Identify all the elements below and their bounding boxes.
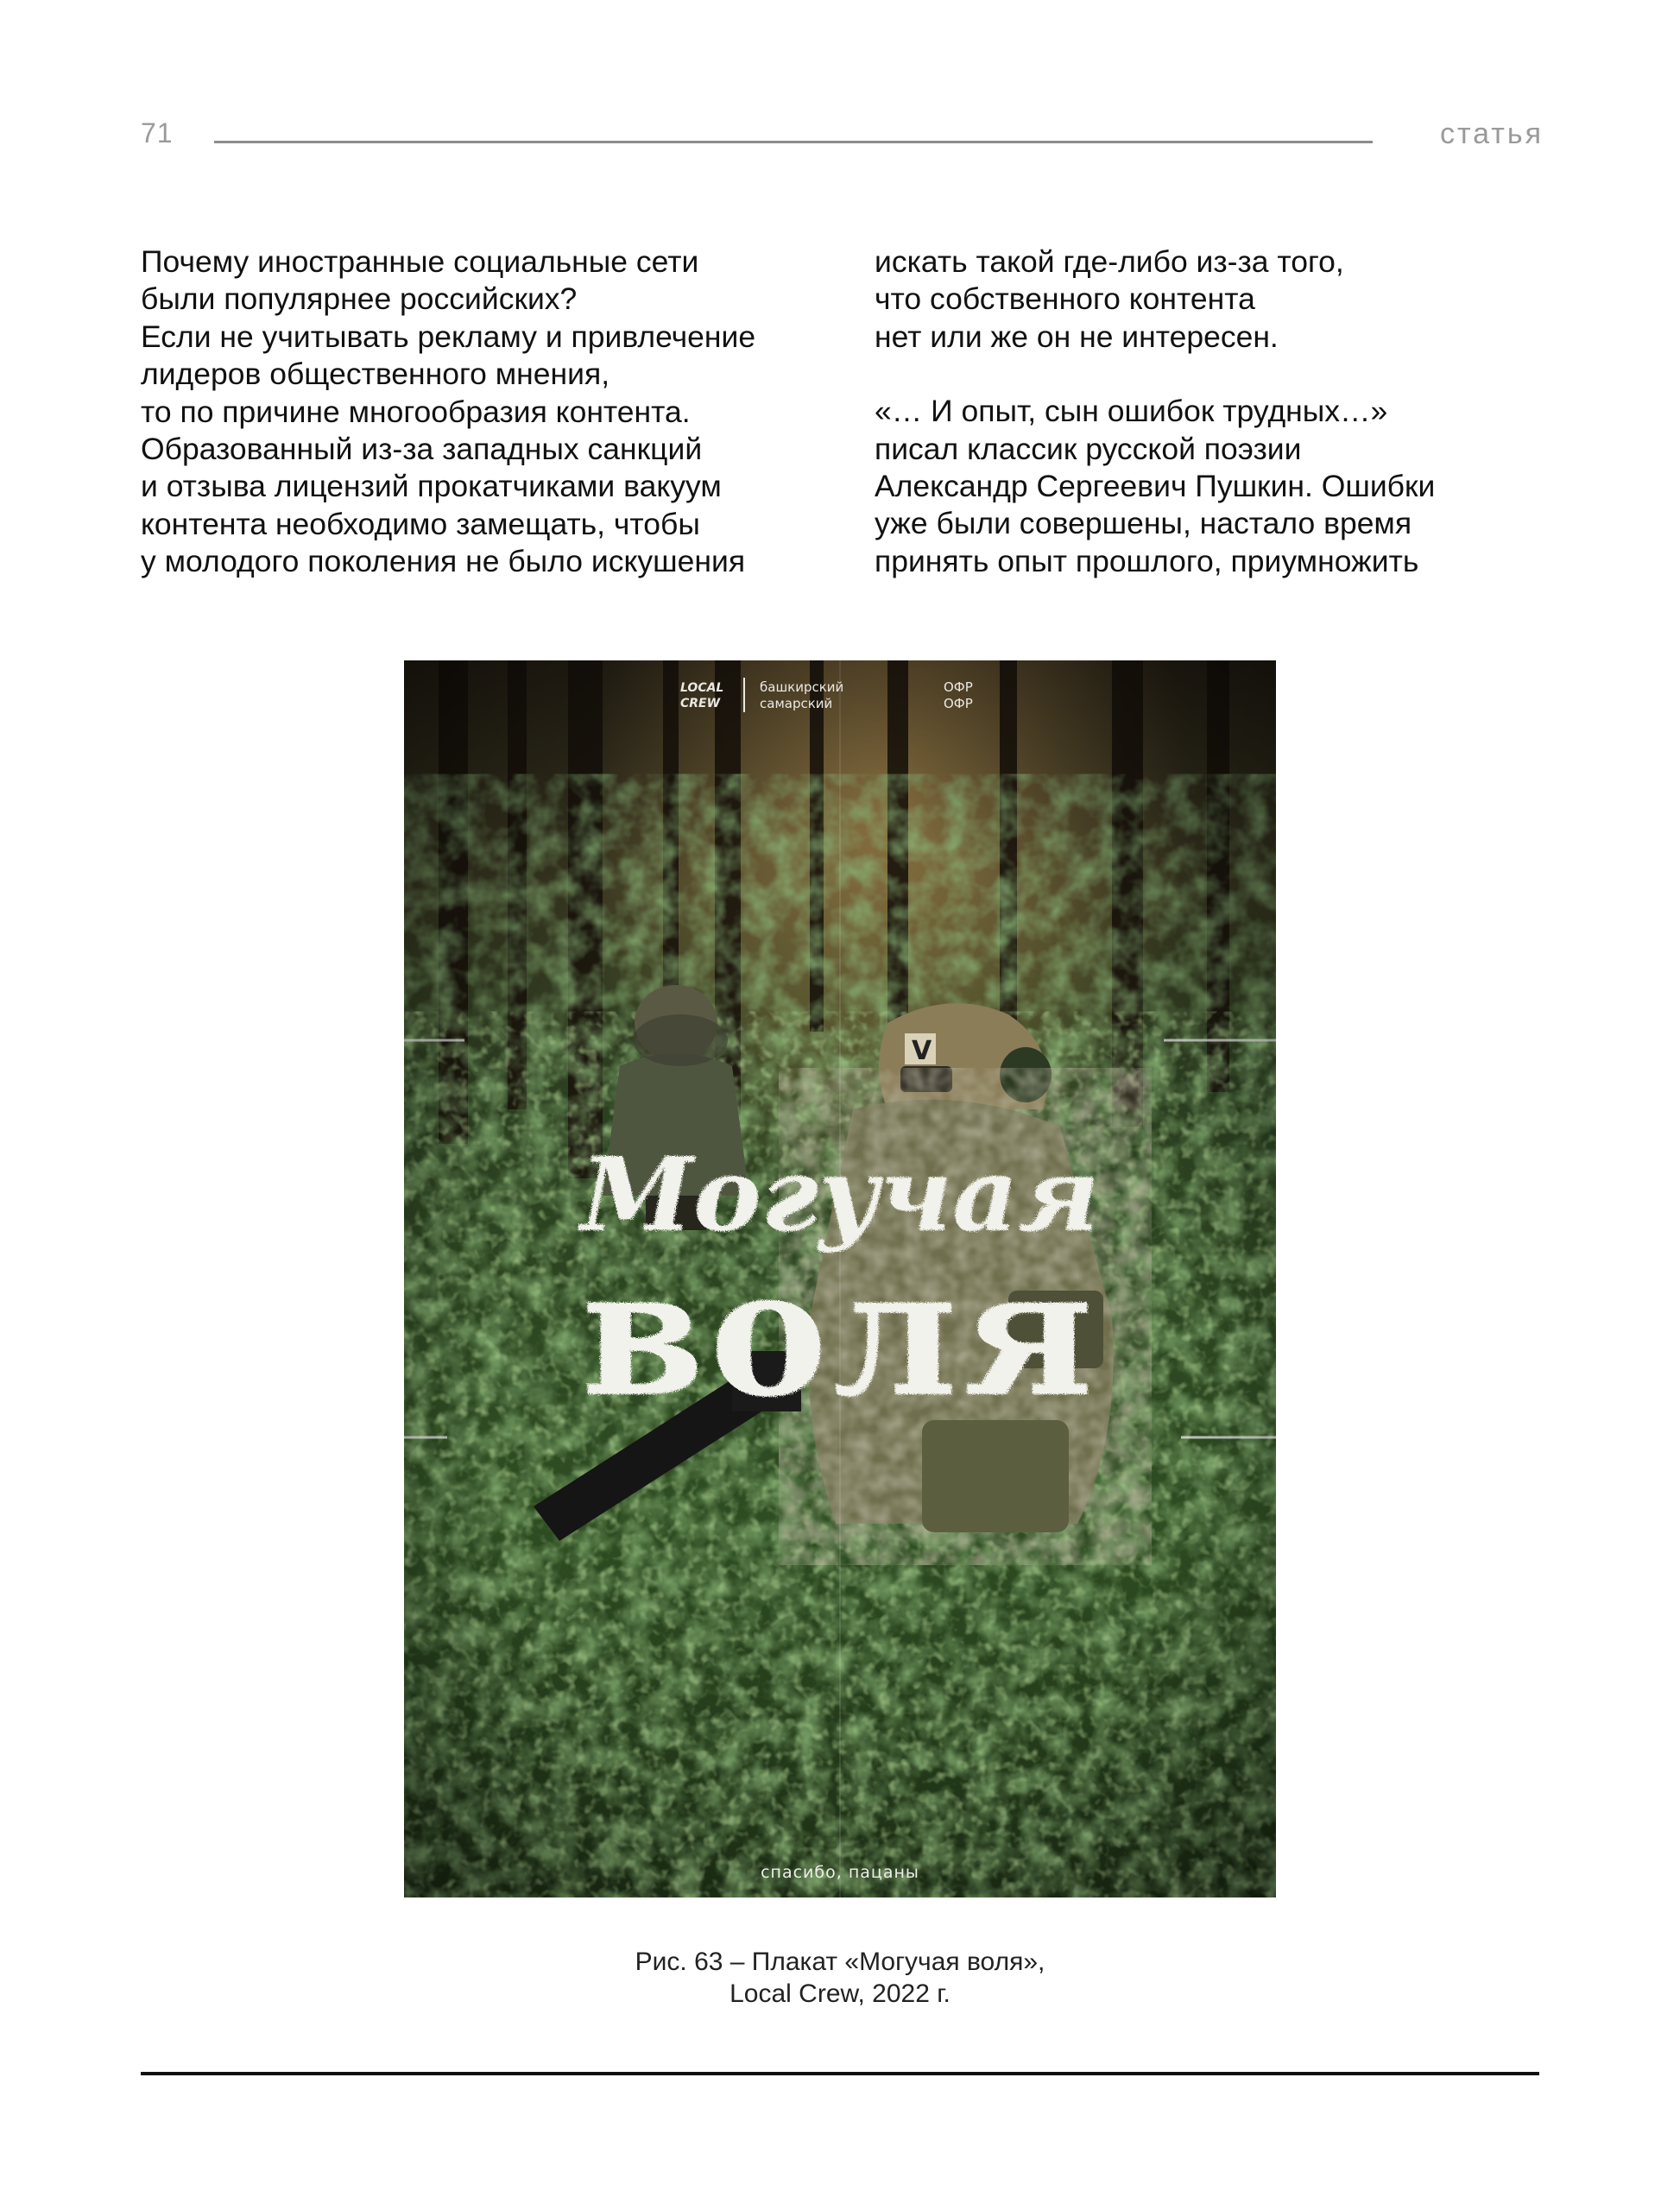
text-line: Образованный из-за западных санкций (141, 432, 703, 467)
poster-title-line1: Могучая (580, 1134, 1100, 1254)
text-line: Почему иностранные социальные сети (141, 244, 699, 279)
section-label: статья (1439, 117, 1544, 150)
text-line: уже были совершены, настало время (875, 506, 1412, 541)
caption-line-2: Local Crew, 2022 г. (729, 1980, 951, 2008)
poster-image (404, 660, 1276, 1897)
poster-tagline: спасибо, пацаны (761, 1863, 919, 1882)
text-line: что собственного контента (875, 281, 1255, 317)
text-line: принять опыт прошлого, приумножить (875, 543, 1419, 578)
footer-rule (141, 2072, 1539, 2075)
poster-credit-left-top: башкирский (760, 679, 844, 695)
left-paragraph (141, 243, 831, 581)
text-line: Александр Сергеевич Пушкин. Ошибки (875, 469, 1436, 504)
poster-illustration (404, 660, 1276, 1897)
poster-title-line2: воля (581, 1229, 1099, 1436)
text-line: у молодого поколения не было искушения (141, 544, 746, 579)
poster-brand-top: LOCAL (680, 681, 724, 695)
text-line: и отзыва лицензий прокатчиками вакуум (141, 469, 722, 504)
poster-credit-left-bottom: самарский (760, 696, 833, 711)
page-number: 71 (141, 117, 174, 148)
figure-caption (408, 1946, 1272, 2010)
text-line: то по причине многообразия контента. (141, 394, 691, 429)
right-paragraph-1 (875, 243, 1565, 356)
poster-title (577, 1134, 1099, 1436)
text-line: были популярнее российских? (141, 281, 578, 317)
poster-credit-right-bottom: ОФР (944, 696, 973, 711)
header-rule (214, 141, 1373, 143)
poster-brand-bottom: CREW (680, 697, 721, 710)
caption-line-1: Рис. 63 – Плакат «Могучая воля», (635, 1948, 1045, 1976)
text-line: лидеров общественного мнения, (141, 357, 610, 392)
text-line: писал классик русской поэзии (875, 431, 1302, 466)
text-line: нет или же он не интересен. (875, 319, 1279, 354)
poster-credit-right-top: ОФР (944, 679, 973, 695)
text-line: искать такой где-либо из-за того, (875, 244, 1344, 279)
right-paragraph-2 (875, 393, 1565, 580)
left-text-column (141, 243, 831, 581)
text-line: контента необходимо замещать, чтобы (141, 506, 700, 541)
right-text-column (875, 243, 1565, 580)
text-line: Если не учитывать рекламу и привлечение (141, 319, 756, 354)
text-line: «… И опыт, сын ошибок трудных…» (875, 394, 1388, 429)
